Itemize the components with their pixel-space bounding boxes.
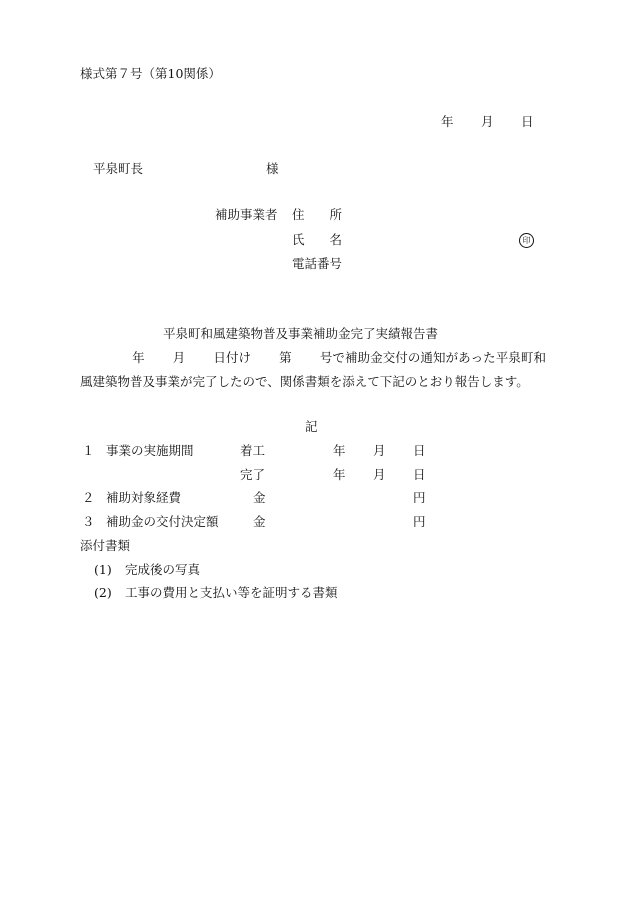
ki-label: 記 xyxy=(305,419,318,434)
form-number: 様式第７号（第10関係） xyxy=(80,66,221,81)
date-year: 年 xyxy=(441,114,454,129)
item2-kin: 金 xyxy=(253,490,266,505)
seal-mark xyxy=(519,233,534,248)
item1-end-month: 月 xyxy=(373,467,386,482)
applicant-role: 補助事業者 xyxy=(215,207,278,222)
body-paragraph xyxy=(80,346,546,394)
addressee-honorific: 様 xyxy=(266,161,279,176)
attachment-2-number: (2) xyxy=(94,585,112,600)
addressee-name: 平泉町長 xyxy=(93,161,144,176)
attachment-1-number: (1) xyxy=(94,562,112,577)
item1-start-month: 月 xyxy=(373,443,386,458)
applicant-address-label: 住 所 xyxy=(292,207,343,222)
attachment-2-text: 工事の費用と支払い等を証明する書類 xyxy=(125,585,338,600)
body-day-dated: 日付け xyxy=(213,350,252,365)
item1-end-day: 日 xyxy=(413,467,426,482)
document-title: 平泉町和風建築物普及事業補助金完了実績報告書 xyxy=(163,326,439,341)
item1-end-year: 年 xyxy=(333,467,346,482)
item3-number: ３ xyxy=(82,514,95,529)
body-year: 年 xyxy=(132,350,145,365)
body-text: 号で補助金交付の通知があった平泉町和風建築物普及事業が完了したので、関係書類を添えて下記のとおり報告します。 xyxy=(80,350,546,389)
applicant-name-label: 氏 名 xyxy=(292,232,343,247)
item1-number: １ xyxy=(82,443,95,458)
attachment-1-text: 完成後の写真 xyxy=(125,562,201,577)
seal-icon: 印 xyxy=(519,233,534,248)
date-day: 日 xyxy=(521,114,534,129)
item2-label: 補助対象経費 xyxy=(106,490,182,505)
item1-end-label: 完了 xyxy=(240,467,266,482)
item3-label: 補助金の交付決定額 xyxy=(106,514,219,529)
date-month: 月 xyxy=(481,114,494,129)
body-dai: 第 xyxy=(279,350,292,365)
item3-yen: 円 xyxy=(413,514,426,529)
applicant-phone-label: 電話番号 xyxy=(292,256,343,271)
item2-yen: 円 xyxy=(413,490,426,505)
item1-label: 事業の実施期間 xyxy=(106,443,194,458)
attachments-header: 添付書類 xyxy=(80,538,131,553)
item1-start-label: 着工 xyxy=(240,443,266,458)
item3-kin: 金 xyxy=(253,514,266,529)
item2-number: ２ xyxy=(82,490,95,505)
item1-start-day: 日 xyxy=(413,443,426,458)
item1-start-year: 年 xyxy=(333,443,346,458)
body-month: 月 xyxy=(172,350,186,365)
